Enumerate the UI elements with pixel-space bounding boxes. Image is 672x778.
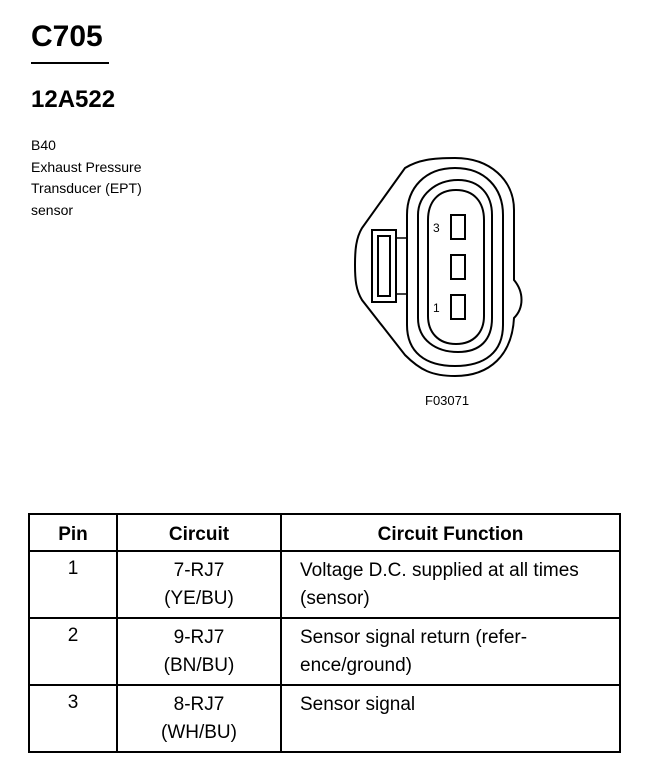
pin-cell: 3 bbox=[29, 685, 117, 752]
component-description bbox=[31, 135, 142, 221]
connector-id: C705 bbox=[31, 20, 103, 53]
circuit-code: 9-RJ7 bbox=[173, 627, 225, 648]
pin-label: 1 bbox=[433, 301, 440, 315]
locking-tab-inner bbox=[378, 236, 390, 296]
description-line: sensor bbox=[31, 201, 74, 218]
circuit-color: (YE/BU) bbox=[164, 588, 234, 609]
part-number: 12A522 bbox=[31, 86, 116, 113]
function-cell: Sensor signal bbox=[281, 685, 620, 752]
circuit-code: 8-RJ7 bbox=[173, 694, 225, 715]
description-line: B40 bbox=[31, 137, 56, 153]
circuit-cell bbox=[117, 685, 281, 752]
pin-cell: 1 bbox=[29, 551, 117, 618]
function-cell: Voltage D.C. supplied at all times (sensor) bbox=[281, 551, 620, 618]
table-header-row bbox=[29, 514, 620, 551]
circuit-color: (WH/BU) bbox=[161, 722, 237, 743]
pin-label: 3 bbox=[433, 221, 440, 235]
circuit-color: (BN/BU) bbox=[163, 655, 235, 676]
column-header: Pin bbox=[29, 514, 117, 551]
pin-1-terminal bbox=[451, 295, 465, 319]
description-line: Exhaust Pressure bbox=[31, 158, 142, 175]
circuit-cell bbox=[117, 551, 281, 618]
table-row bbox=[29, 618, 620, 685]
pin-cell: 2 bbox=[29, 618, 117, 685]
pin-2-terminal bbox=[451, 255, 465, 279]
column-header: Circuit bbox=[117, 514, 281, 551]
table-row bbox=[29, 685, 620, 752]
connector-face-diagram bbox=[350, 150, 530, 380]
table-row bbox=[29, 551, 620, 618]
function-cell: Sensor signal return (refer- ence/ground) bbox=[281, 618, 620, 685]
circuit-code: 7-RJ7 bbox=[173, 560, 225, 581]
pin-3-terminal bbox=[451, 215, 465, 239]
pin-table bbox=[28, 513, 621, 753]
connector-id-underline bbox=[31, 62, 109, 64]
description-line: Transducer (EPT) bbox=[31, 180, 142, 196]
column-header: Circuit Function bbox=[281, 514, 620, 551]
figure-code: F03071 bbox=[425, 393, 470, 408]
circuit-cell bbox=[117, 618, 281, 685]
